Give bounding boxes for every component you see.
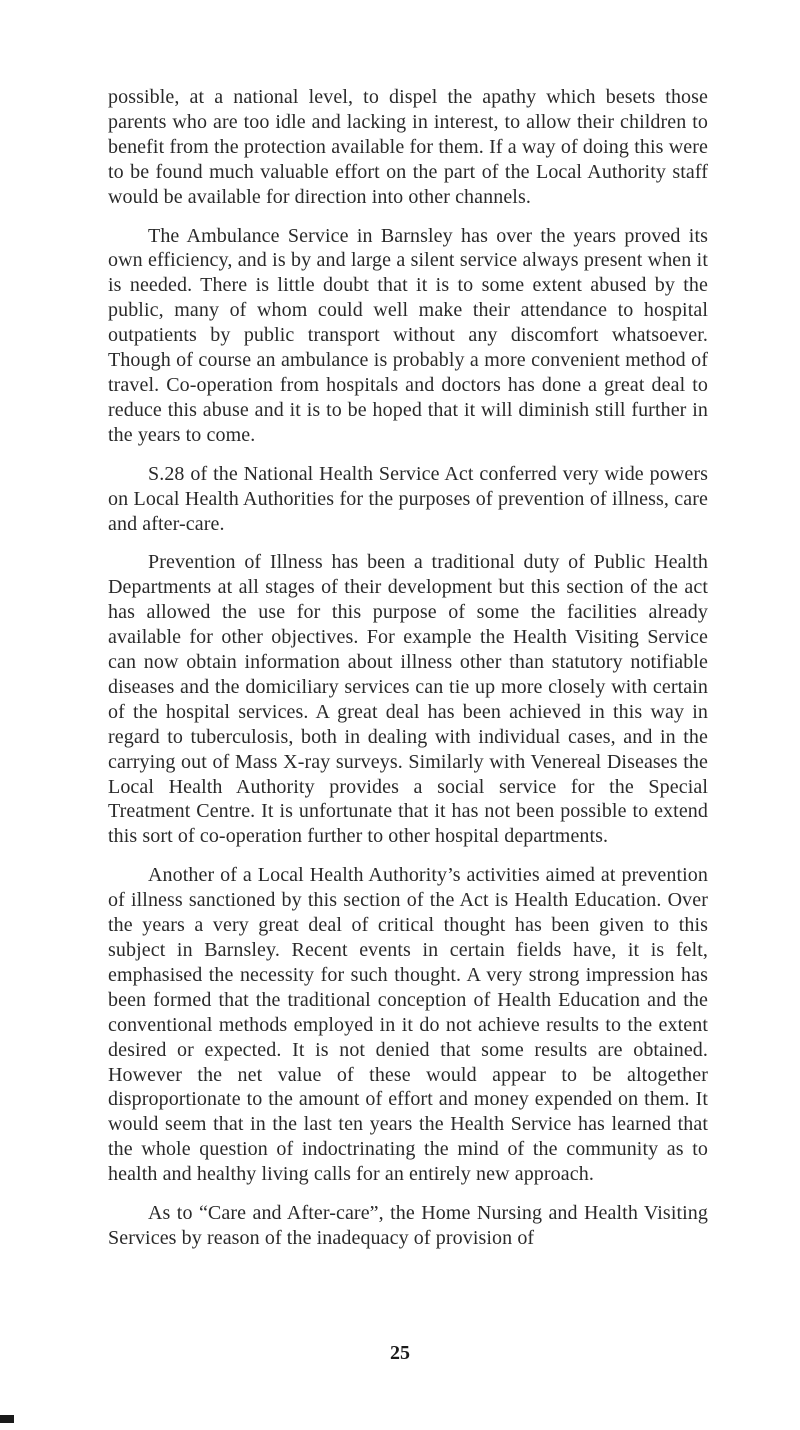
paragraph-apathy: possible, at a national level, to dispel the apathy which besets those parents who are too idle and lacking in interest, to allow their children to benefit from the protection available for them. If a way of doing this were to be found much valuable effort on the part of the Local Authority staff would be available for direction into other channels. (108, 86, 708, 208)
document-body (108, 85, 708, 1265)
paragraph-ambulance-service: The Ambulance Service in Barnsley has over the years proved its own efficiency, and is by and large a silent service always present when it is needed. There is little doubt that it is to some extent abused by the public, many of whom could well make their attendance to hospital outpatients by public transport without any discomfort whatsoever. Though of course an ambulance is probably a more convenient method of travel. Co-operation from hospitals and doctors has done a great deal to reduce this abuse and it is to be hoped that it will diminish still further in the years to come. (108, 224, 708, 446)
paragraph-prevention-of-illness: Prevention of Illness has been a traditional duty of Public Health Departments at all stages of their development but this section of the act has allowed the use for this purpose of some the facilities already available for other objectives. For example the Health Visiting Service can now obtain information about illness other than statutory notifiable diseases and the domiciliary services can tie up more closely with certain of the hospital services. A great deal has been achieved in this way in regard to tuberculosis, both in dealing with individual cases, and in the carrying out of Mass X-ray surveys. Similarly with Venereal Diseases the Local Health Authority provides a social service for the Special Treatment Centre. It is unfortunate that it has not been possible to extend this sort of co-operation further to other hospital departments. (108, 551, 708, 848)
paragraph-care-and-after-care: As to “Care and After-care”, the Home Nursing and Health Visiting Services by reason of the inadequacy of provision of (108, 1202, 708, 1249)
page-number: 25 (390, 1342, 410, 1364)
paragraph-section-28: S.28 of the National Health Service Act conferred very wide powers on Local Health Authorities for the purposes of prevention of illness, care and after-care. (108, 462, 708, 535)
paragraph-health-education: Another of a Local Health Authority’s activities aimed at prevention of illness sanctioned by this section of the Act is Health Education. Over the years a very great deal of critical thought has been given to this subject in Barnsley. Recent events in certain fields have, it is felt, emphasised the necessity for such thought. A very strong impression has been formed that the traditional conception of Health Education and the conventional methods employed in it do not achieve results to the extent desired or expected. It is not denied that some results are obtained. However the net value of these would appear to be altogether disproportionate to the amount of effort and money expended on them. It would seem that in the last ten years the Health Service has learned that the whole question of indoctrinating the mind of the community as to health and healthy living calls for an entirely new approach. (108, 864, 708, 1186)
scan-edge-mark (0, 1415, 14, 1423)
